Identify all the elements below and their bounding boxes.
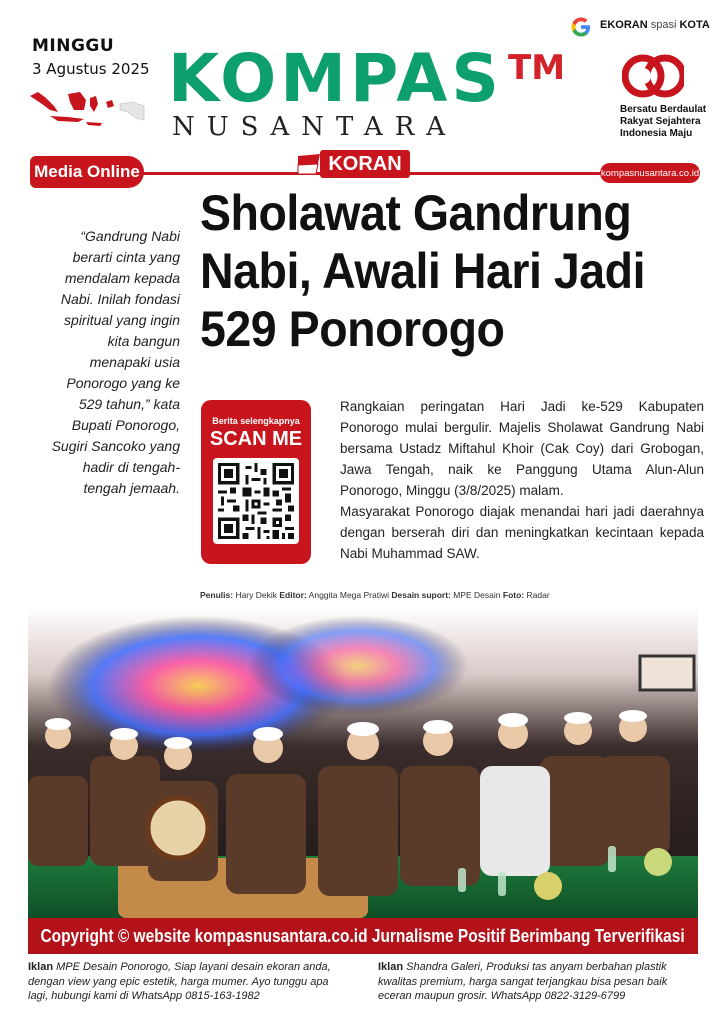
credit-label: Foto: <box>502 590 525 600</box>
body-paragraph: Masyarakat Ponorogo diajak menandai hari jadi daerahnya dengan berserah diri dan meningkatkan kecintaan kepada Nabi Muhammad SAW. <box>340 504 704 561</box>
headline-line: Nabi, Awali Hari Jadi <box>200 243 646 299</box>
credit-editor: Anggita Mega Pratiwi <box>308 590 389 600</box>
article-body <box>340 396 704 564</box>
ri-80-badge <box>622 50 684 102</box>
qr-caption: Berita selengkapnya <box>212 416 300 426</box>
qr-scan-me: SCAN ME <box>209 428 303 450</box>
credit-design: MPE Desain <box>453 590 501 600</box>
qr-code-icon[interactable] <box>213 458 299 544</box>
ekoran-end: KOTA <box>679 19 710 31</box>
ad-right <box>378 960 698 1004</box>
motto-text <box>620 104 716 140</box>
headline-line: 529 Ponorogo <box>200 301 505 357</box>
article-photo <box>28 606 698 918</box>
ad-label: Iklan <box>28 961 54 973</box>
copyright-bar <box>28 918 698 954</box>
logo-trademark: TM <box>508 48 566 88</box>
ad-left <box>28 960 348 1004</box>
credit-photo: Radar <box>526 590 550 600</box>
pull-quote: “Gandrung Nabi berarti cinta yang mendalam kepada Nabi. Inilah fondasi spiritual yang ingin kita bangun menapaki usia Ponorogo yang ke 529 tahun,” kata Bupati Ponorogo, Sugiri Sancoko yang hadir di tengah-tengah jemaah. <box>51 228 180 496</box>
logo-wordmark: KOMPAS <box>168 40 503 117</box>
koran-tag <box>296 150 410 178</box>
ekoran-tagline <box>600 19 710 31</box>
headline-line: Sholawat Gandrung <box>200 185 632 241</box>
credit-writer: Hary Dekik <box>235 590 277 600</box>
ad-right-text: Shandra Galeri, Produksi tas anyam berbahan plastik kwalitas premium, harga sangat terjangkau bisa pesan baik eceran maupun grosir. WhatsApp 0822-3129-6799 <box>378 961 668 1002</box>
motto-line: Bersatu Berdaulat <box>620 104 707 115</box>
edition-day: MINGGU <box>32 36 115 56</box>
ad-label: Iklan <box>378 961 404 973</box>
credit-label: Desain suport: <box>391 590 451 600</box>
indonesia-map-icon <box>28 86 146 132</box>
article-credits <box>200 590 700 600</box>
article-headline <box>200 184 665 358</box>
sholawat-performance-image <box>28 606 698 918</box>
copyright-text: Copyright © website kompasnusantara.co.id Jurnalisme Positif Berimbang Terverifikasi <box>40 925 686 946</box>
ad-left-text: MPE Desain Ponorogo, Siap layani desain ekoran anda, dengan view yang epic estetik, harga mumer. Ayo tunggu apa lagi, hubungi kami di WhatsApp 0815-163-1982 <box>28 961 331 1002</box>
google-icon <box>570 16 592 38</box>
ekoran-strong: EKORAN <box>600 19 648 31</box>
body-paragraph: Rangkaian peringatan Hari Jadi ke-529 Kabupaten Ponorogo mulai bergulir. Majelis Sholawat Gandrung Nabi bersama Ustadz Miftahul Khoir (Cak Coy) dari Grobogan, Jawa Tengah, naik ke Panggung Utama Alun-Alun Ponorogo, Minggu (3/8/2025) malam. <box>340 399 704 498</box>
credit-label: Editor: <box>279 590 307 600</box>
qr-scan-box[interactable] <box>201 400 311 564</box>
credit-label: Penulis: <box>200 590 234 600</box>
kompas-nusantara-logo <box>168 40 578 144</box>
ekoran-mid: spasi <box>650 19 677 31</box>
site-url-pill[interactable]: kompasnusantara.co.id <box>600 163 700 183</box>
edition-date: 3 Agustus 2025 <box>32 60 150 78</box>
motto-line: Indonesia Maju <box>620 128 693 139</box>
ri-80-emblem-icon <box>622 50 684 102</box>
koran-label: KORAN <box>320 150 410 178</box>
motto-line: Rakyat Sejahtera <box>620 116 701 127</box>
media-online-tag: Media Online <box>30 156 144 188</box>
logo-subtitle: NUSANTARA <box>172 112 458 142</box>
